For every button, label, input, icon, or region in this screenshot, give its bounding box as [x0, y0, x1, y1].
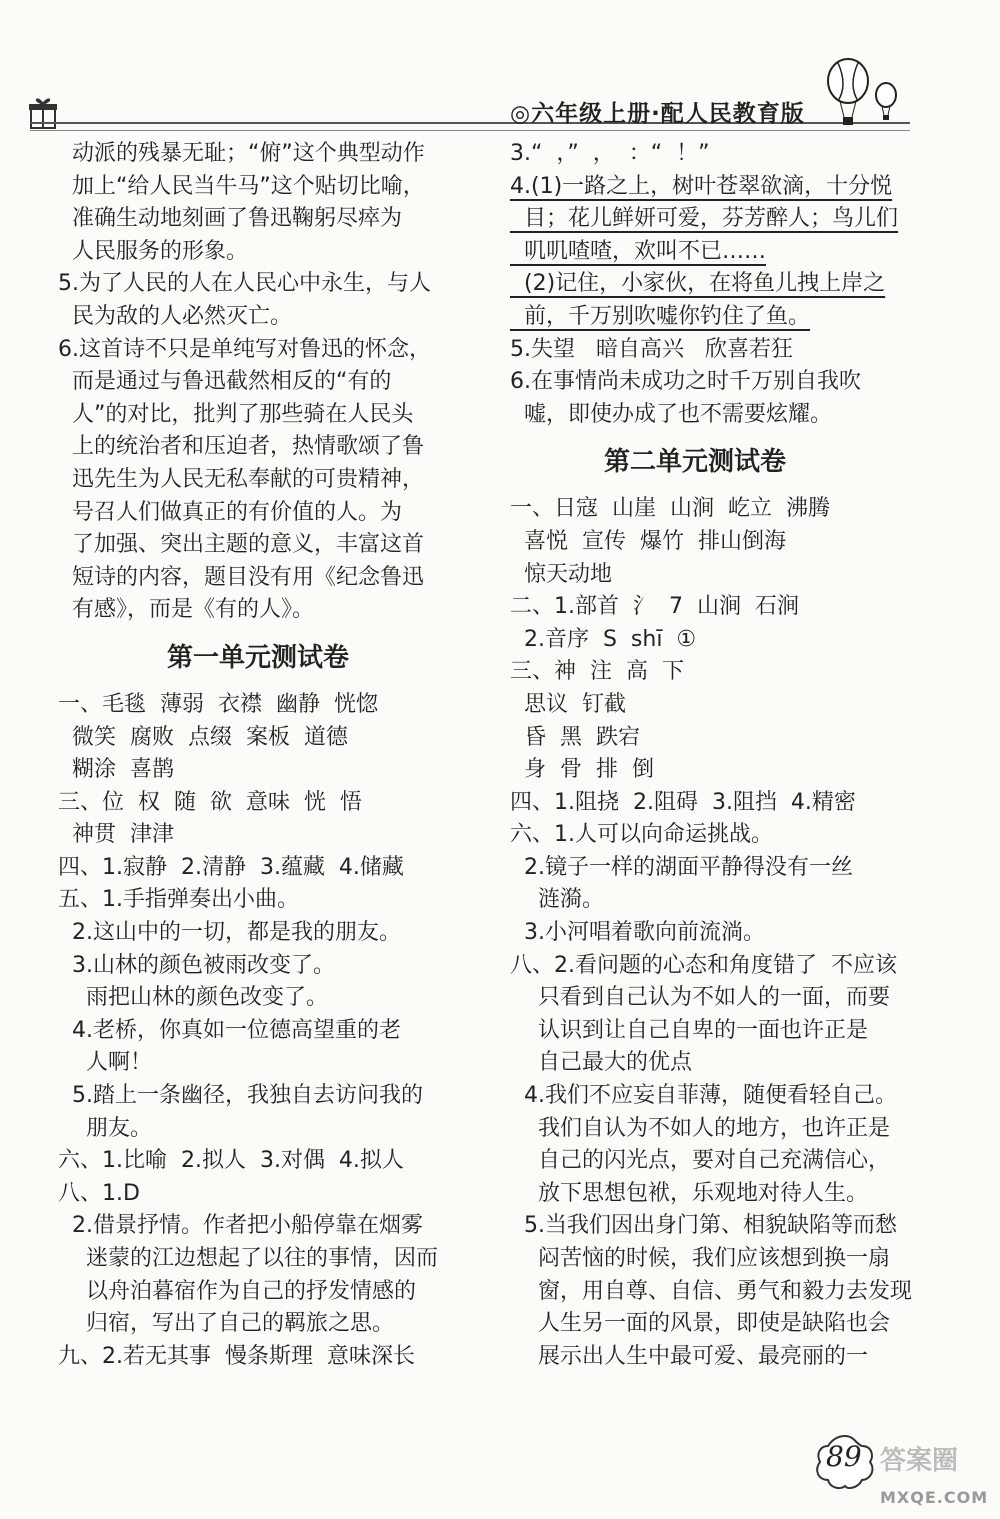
answer-line: 准确生动地刻画了鲁迅鞠躬尽瘁为 — [58, 206, 402, 232]
answer-line: 惊天动地 — [510, 561, 612, 587]
answer-line: 2.镜子一样的湖面平静得没有一丝 — [510, 854, 853, 880]
answer-line: 目；花儿鲜妍可爱，芬芳醉人；鸟儿们 — [510, 206, 898, 232]
answer-line: 3.山林的颜色被雨改变了。 — [58, 952, 335, 978]
hot-air-balloon-icon — [820, 55, 910, 135]
answer-line: 二、1.部首 氵 7 山涧 石涧 — [510, 594, 799, 620]
answer-line: 糊涂 喜鹊 — [58, 757, 174, 783]
answer-line: 只看到自己认为不如人的一面，而要 — [510, 985, 890, 1011]
answer-line: 号召人们做真正的有价值的人。为 — [58, 499, 402, 525]
section-title: 第一单元测试卷 — [166, 642, 349, 673]
answer-line: 九、2.若无其事 慢条斯理 意味深长 — [58, 1343, 415, 1369]
answer-line: 雨把山林的颜色改变了。 — [58, 985, 328, 1011]
answer-line: 五、1.手指弹奏出小曲。 — [58, 887, 299, 913]
answer-line: 神贯 津津 — [58, 822, 174, 848]
left-column — [58, 138, 458, 1373]
answer-line: 六、1.比喻 2.拟人 3.对偶 4.拟人 — [58, 1148, 404, 1174]
answer-line: 短诗的内容，题目没有用《纪念鲁迅 — [58, 564, 424, 590]
answer-line: 我们自认为不如人的地方，也许正是 — [510, 1115, 890, 1141]
answer-line: 八、2.看问题的心态和角度错了 不应该 — [510, 952, 897, 978]
answer-line: 5.失望 暗自高兴 欣喜若狂 — [510, 336, 793, 362]
answer-line: 人生另一面的风景，即使是缺陷也会 — [510, 1311, 890, 1337]
page-number: 89 — [826, 1440, 862, 1473]
answer-line: 一、日寇 山崖 山涧 屹立 沸腾 — [510, 496, 830, 522]
answer-line: 6.这首诗不只是单纯写对鲁迅的怀念， — [58, 336, 431, 362]
right-column — [510, 138, 912, 1373]
answer-line: 加上“给人民当牛马”这个贴切比喻， — [58, 173, 425, 199]
answer-line: 2.这山中的一切，都是我的朋友。 — [58, 920, 401, 946]
answer-line: 5.踏上一条幽径，我独自去访问我的 — [58, 1083, 423, 1109]
answer-line: 微笑 腐败 点缀 案板 道德 — [58, 724, 348, 750]
answer-line: 昏 黑 跌宕 — [510, 724, 640, 750]
answer-line: 三、神 注 高 下 — [510, 659, 684, 685]
watermark — [880, 1440, 990, 1510]
answer-line: 四、1.寂静 2.清静 3.蕴藏 4.储藏 — [58, 854, 404, 880]
answer-line: 朋友。 — [58, 1115, 152, 1141]
answer-line: 三、位 权 随 欲 意味 恍 悟 — [58, 789, 362, 815]
answer-line: 四、1.阻挠 2.阻碍 3.阻挡 4.精密 — [510, 789, 856, 815]
answer-line: 迅先生为人民无私奉献的可贵精神， — [58, 466, 424, 492]
answer-line: 一、毛毯 薄弱 衣襟 幽静 恍惚 — [58, 691, 378, 717]
section-title: 第二单元测试卷 — [603, 447, 786, 478]
answer-line: 3.“ ，” ， ：“ ！” — [510, 141, 710, 166]
answer-line: 民为敌的人必然灭亡。 — [58, 303, 292, 329]
answer-line: 喜悦 宣传 爆竹 排山倒海 — [510, 528, 786, 554]
answer-line: 迷蒙的江边想起了以往的事情，因而 — [58, 1246, 438, 1271]
answer-line: 归宿，写出了自己的羁旅之思。 — [58, 1311, 394, 1337]
answer-line: 窗，用自尊、自信、勇气和毅力去发现 — [510, 1278, 912, 1304]
answer-line: 5.当我们因出身门第、相貌缺陷等而愁 — [510, 1213, 897, 1239]
answer-line: 涟漪。 — [510, 887, 604, 913]
answer-line: 前，千万别吹嘘你钓住了鱼。 — [510, 303, 810, 329]
answer-line: 有感》，而是《有的人》。 — [58, 597, 314, 623]
book-edition-title: ◎六年级上册·配人民教育版 — [510, 101, 805, 127]
answer-line: 动派的残暴无耻；“俯”这个典型动作 — [58, 141, 425, 166]
answer-line: 4.老桥，你真如一位德高望重的老 — [58, 1017, 401, 1043]
answer-line: 3.小河唱着歌向前流淌。 — [510, 920, 765, 946]
answer-line: 放下思想包袱，乐观地对待人生。 — [510, 1180, 868, 1206]
answer-line: 4.我们不应妄自菲薄，随便看轻自己。 — [510, 1083, 897, 1109]
answer-line: 上的统治者和压迫者，热情歌颂了鲁 — [58, 434, 424, 460]
answer-line: 人啊！ — [58, 1050, 152, 1076]
answer-line: 6.在事情尚未成功之时千万别自我吹 — [510, 369, 861, 395]
answer-line: 人”的对比，批判了那些骑在人民头 — [58, 401, 414, 427]
answer-line: 展示出人生中最可爱、最亮丽的一 — [510, 1343, 868, 1369]
watermark-url: MXQE.COM — [880, 1488, 989, 1507]
answer-line: 人民服务的形象。 — [58, 238, 248, 264]
answer-line: 闷苦恼的时候，我们应该想到换一扇 — [510, 1246, 890, 1271]
answer-line: 自己最大的优点 — [510, 1050, 692, 1076]
answer-line: 了加强、突出主题的意义，丰富这首 — [58, 532, 424, 558]
watermark-text: 答案圈 — [880, 1446, 959, 1476]
answer-line: 嘘，即使办成了也不需要炫耀。 — [510, 401, 832, 427]
answer-line: 叽叽喳喳，欢叫不已…… — [510, 238, 766, 264]
answer-line: 思议 钉截 — [510, 691, 626, 717]
answer-line: 4.(1)一路之上，树叶苍翠欲滴，十分悦 — [510, 173, 893, 199]
answer-line: 2.借景抒情。作者把小船停靠在烟雾 — [58, 1213, 423, 1239]
answer-line: (2)记住，小家伙，在将鱼儿拽上岸之 — [510, 271, 886, 297]
answer-line: 2.音序 S shī ① — [510, 626, 697, 652]
answer-line: 5.为了人民的人在人民心中永生，与人 — [58, 271, 431, 297]
answer-line: 认识到让自己自卑的一面也许正是 — [510, 1017, 868, 1043]
answer-line: 而是通过与鲁迅截然相反的“有的 — [58, 369, 392, 395]
answer-line: 八、1.D — [58, 1180, 140, 1206]
answer-line: 身 骨 排 倒 — [510, 757, 654, 783]
answer-line: 以舟泊暮宿作为自己的抒发情感的 — [58, 1278, 416, 1304]
answer-line: 六、1.人可以向命运挑战。 — [510, 822, 773, 848]
answer-line: 自己的闪光点，要对自己充满信心， — [510, 1148, 890, 1174]
